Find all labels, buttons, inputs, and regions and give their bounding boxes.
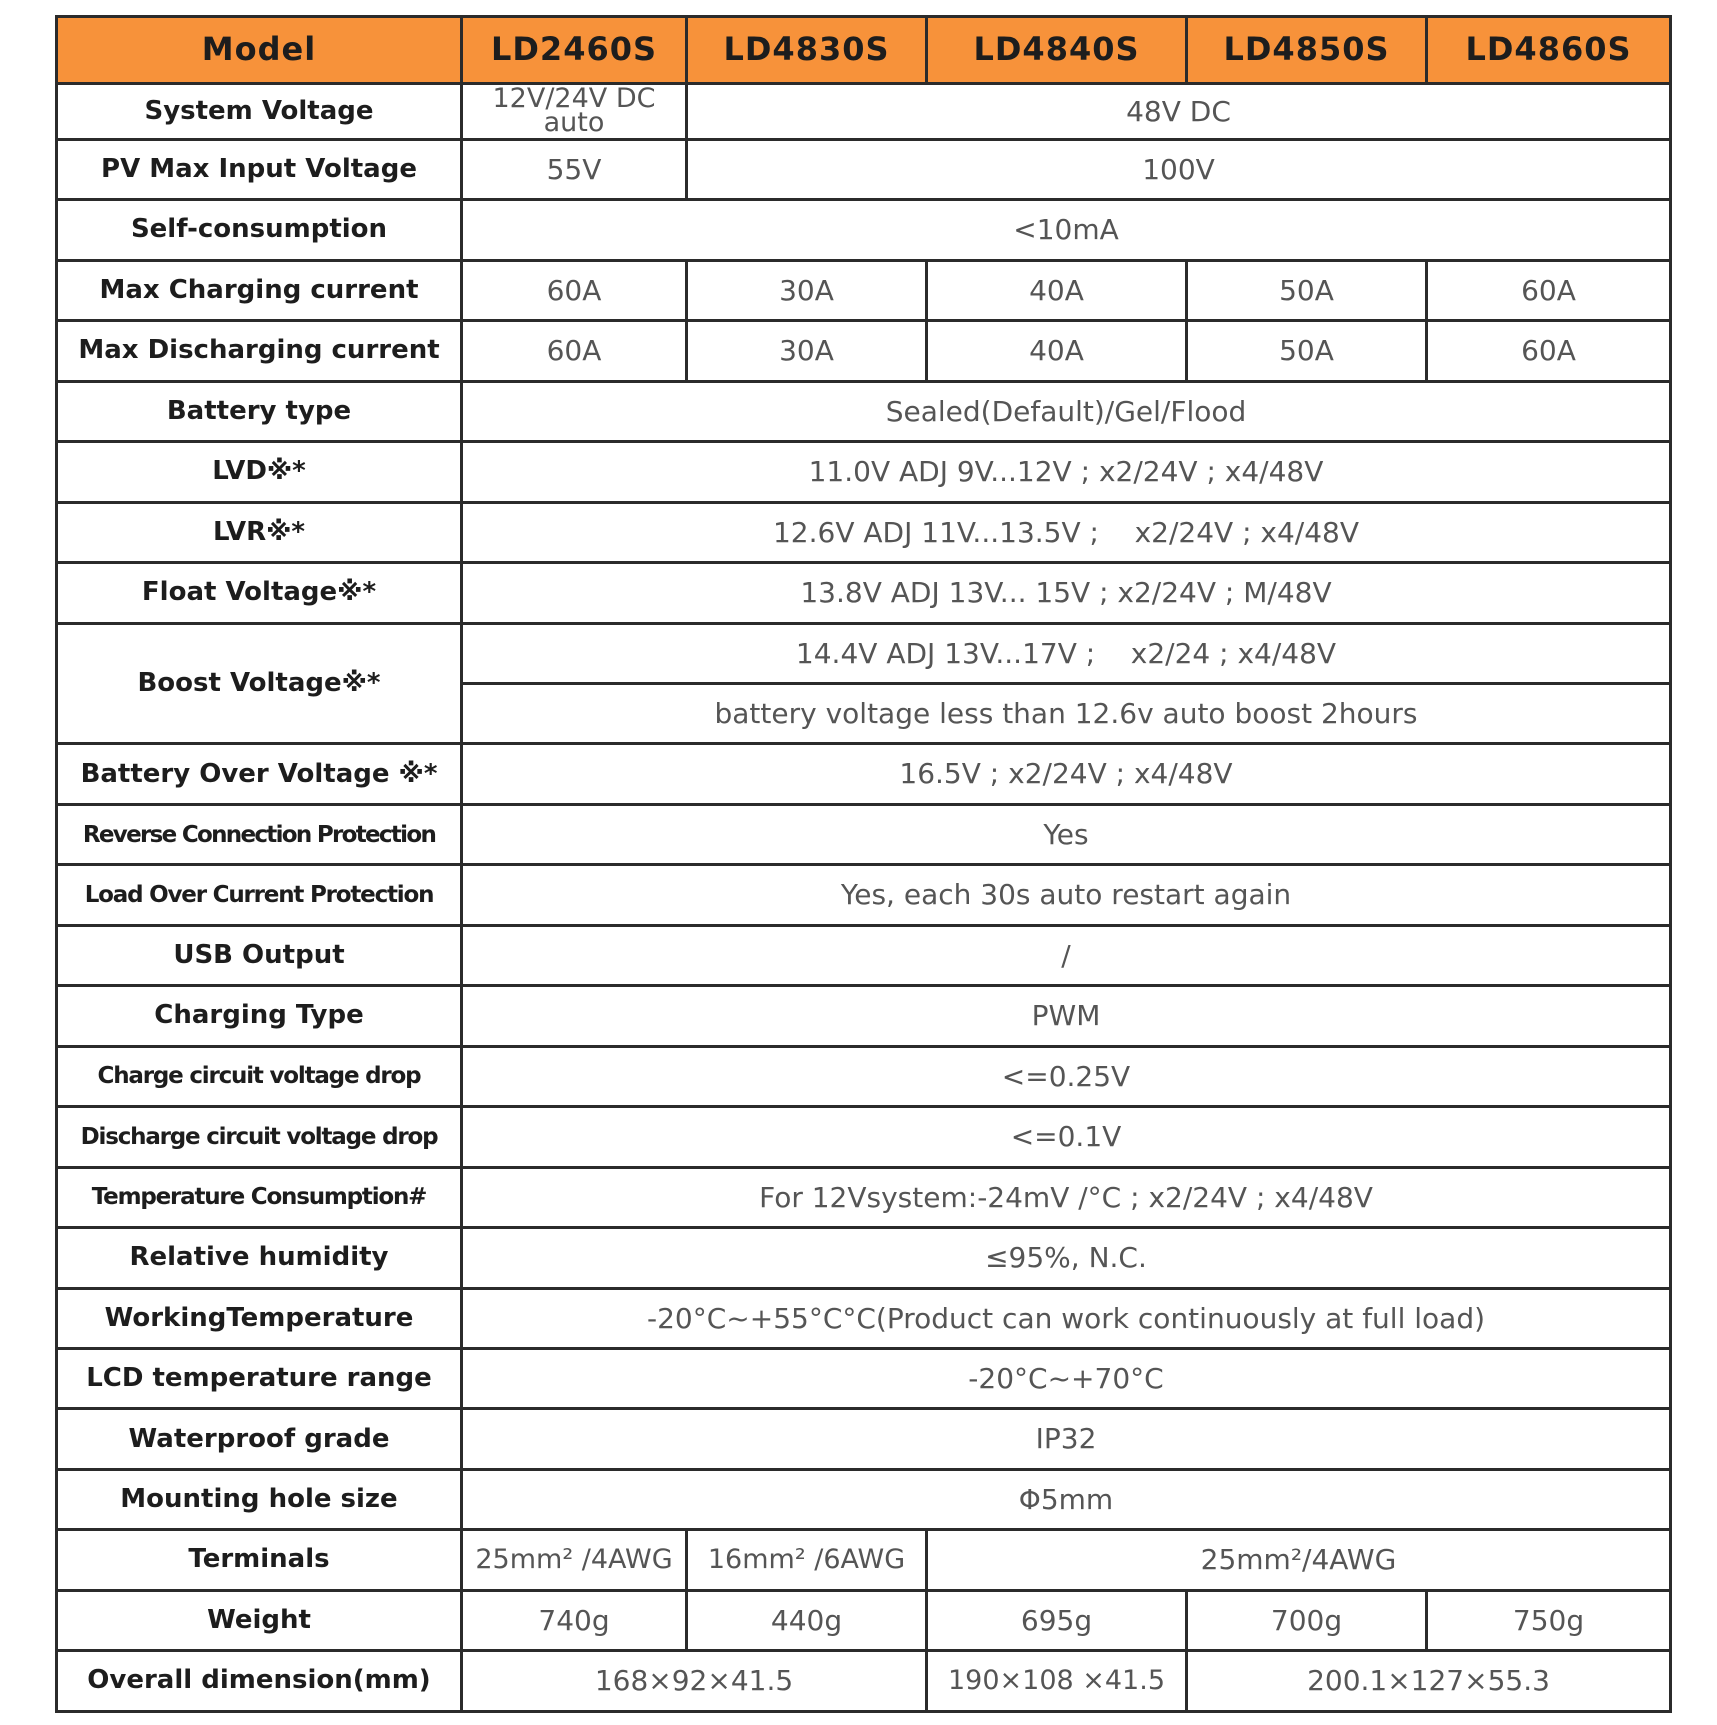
value-terminals-ld2460s: 25mm² /4AWG xyxy=(462,1530,687,1590)
row-charge-drop xyxy=(57,1046,1671,1106)
header-model: Model xyxy=(57,17,462,84)
value-system-voltage-ld2460s: 12V/24V DC auto xyxy=(462,83,687,139)
header-row xyxy=(57,17,1671,84)
value-lcd-temp: -20°C~+70°C xyxy=(462,1348,1671,1408)
row-working-temp xyxy=(57,1288,1671,1348)
row-boost-voltage xyxy=(57,623,1671,683)
row-dimension xyxy=(57,1651,1671,1712)
header-ld4830s: LD4830S xyxy=(687,17,927,84)
label-lvr: LVR※* xyxy=(57,502,462,562)
header-ld4840s: LD4840S xyxy=(927,17,1187,84)
label-lcd-temp: LCD temperature range xyxy=(57,1348,462,1408)
label-pv-max-input: PV Max Input Voltage xyxy=(57,139,462,199)
value-weight-ld2460s: 740g xyxy=(462,1590,687,1650)
value-working-temp: -20°C~+55°C°C(Product can work continuously at full load) xyxy=(462,1288,1671,1348)
value-discharge-drop: <=0.1V xyxy=(462,1107,1671,1167)
row-battery-type xyxy=(57,381,1671,441)
row-waterproof xyxy=(57,1409,1671,1469)
value-usb-output: / xyxy=(462,925,1671,985)
label-max-charging: Max Charging current xyxy=(57,260,462,320)
label-weight: Weight xyxy=(57,1590,462,1650)
value-dimension-large: 200.1×127×55.3 xyxy=(1187,1651,1671,1712)
value-charge-drop: <=0.25V xyxy=(462,1046,1671,1106)
row-usb-output xyxy=(57,925,1671,985)
row-lvr xyxy=(57,502,1671,562)
value-max-discharging-ld4830s: 30A xyxy=(687,321,927,381)
row-max-discharging xyxy=(57,321,1671,381)
label-lvd: LVD※* xyxy=(57,442,462,502)
value-mounting-hole: Φ5mm xyxy=(462,1469,1671,1529)
value-boost-note: battery voltage less than 12.6v auto boost 2hours xyxy=(462,684,1671,744)
label-system-voltage: System Voltage xyxy=(57,83,462,139)
value-battery-over-voltage: 16.5V ; x2/24V ; x4/48V xyxy=(462,744,1671,804)
label-usb-output: USB Output xyxy=(57,925,462,985)
row-lvd xyxy=(57,442,1671,502)
value-weight-ld4830s: 440g xyxy=(687,1590,927,1650)
row-charging-type xyxy=(57,986,1671,1046)
value-max-charging-ld4830s: 30A xyxy=(687,260,927,320)
value-lvd: 11.0V ADJ 9V...12V ; x2/24V ; x4/48V xyxy=(462,442,1671,502)
value-pv-max-input-ld2460s: 55V xyxy=(462,139,687,199)
value-max-discharging-ld4850s: 50A xyxy=(1187,321,1427,381)
value-battery-type: Sealed(Default)/Gel/Flood xyxy=(462,381,1671,441)
value-pv-max-input-others: 100V xyxy=(687,139,1671,199)
row-max-charging xyxy=(57,260,1671,320)
label-charge-drop: Charge circuit voltage drop xyxy=(57,1046,462,1106)
row-pv-max-input xyxy=(57,139,1671,199)
label-battery-over-voltage: Battery Over Voltage ※* xyxy=(57,744,462,804)
row-self-consumption xyxy=(57,200,1671,260)
label-charging-type: Charging Type xyxy=(57,986,462,1046)
value-max-charging-ld4840s: 40A xyxy=(927,260,1187,320)
value-terminals-others: 25mm²/4AWG xyxy=(927,1530,1671,1590)
header-ld2460s: LD2460S xyxy=(462,17,687,84)
value-self-consumption: <10mA xyxy=(462,200,1671,260)
label-dimension: Overall dimension(mm) xyxy=(57,1651,462,1712)
value-system-voltage-others: 48V DC xyxy=(687,83,1671,139)
value-weight-ld4860s: 750g xyxy=(1427,1590,1671,1650)
label-boost-voltage: Boost Voltage※* xyxy=(57,623,462,744)
value-max-discharging-ld2460s: 60A xyxy=(462,321,687,381)
label-waterproof: Waterproof grade xyxy=(57,1409,462,1469)
row-reverse-connection xyxy=(57,804,1671,864)
row-system-voltage xyxy=(57,83,1671,139)
value-max-charging-ld4850s: 50A xyxy=(1187,260,1427,320)
row-discharge-drop xyxy=(57,1107,1671,1167)
spec-table xyxy=(55,15,1672,1713)
row-humidity xyxy=(57,1228,1671,1288)
value-float-voltage: 13.8V ADJ 13V... 15V ; x2/24V ; M/48V xyxy=(462,563,1671,623)
value-terminals-ld4830s: 16mm² /6AWG xyxy=(687,1530,927,1590)
value-temp-consumption: For 12Vsystem:-24mV /°C ; x2/24V ; x4/48V xyxy=(462,1167,1671,1227)
label-working-temp: WorkingTemperature xyxy=(57,1288,462,1348)
row-battery-over-voltage xyxy=(57,744,1671,804)
value-weight-ld4850s: 700g xyxy=(1187,1590,1427,1650)
value-max-discharging-ld4860s: 60A xyxy=(1427,321,1671,381)
row-lcd-temp xyxy=(57,1348,1671,1408)
value-load-over-current: Yes, each 30s auto restart again xyxy=(462,865,1671,925)
label-temp-consumption: Temperature Consumption# xyxy=(57,1167,462,1227)
value-max-charging-ld4860s: 60A xyxy=(1427,260,1671,320)
row-load-over-current xyxy=(57,865,1671,925)
label-humidity: Relative humidity xyxy=(57,1228,462,1288)
value-max-discharging-ld4840s: 40A xyxy=(927,321,1187,381)
header-ld4850s: LD4850S xyxy=(1187,17,1427,84)
value-charging-type: PWM xyxy=(462,986,1671,1046)
label-load-over-current: Load Over Current Protection xyxy=(57,865,462,925)
row-terminals xyxy=(57,1530,1671,1590)
value-humidity: ≤95%, N.C. xyxy=(462,1228,1671,1288)
value-lvr: 12.6V ADJ 11V...13.5V ; x2/24V ; x4/48V xyxy=(462,502,1671,562)
row-float-voltage xyxy=(57,563,1671,623)
header-ld4860s: LD4860S xyxy=(1427,17,1671,84)
value-max-charging-ld2460s: 60A xyxy=(462,260,687,320)
row-mounting-hole xyxy=(57,1469,1671,1529)
row-temp-consumption xyxy=(57,1167,1671,1227)
row-weight xyxy=(57,1590,1671,1650)
label-reverse-connection: Reverse Connection Protection xyxy=(57,804,462,864)
label-max-discharging: Max Discharging current xyxy=(57,321,462,381)
label-self-consumption: Self-consumption xyxy=(57,200,462,260)
label-battery-type: Battery type xyxy=(57,381,462,441)
value-waterproof: IP32 xyxy=(462,1409,1671,1469)
label-float-voltage: Float Voltage※* xyxy=(57,563,462,623)
value-weight-ld4840s: 695g xyxy=(927,1590,1187,1650)
label-discharge-drop: Discharge circuit voltage drop xyxy=(57,1107,462,1167)
value-reverse-connection: Yes xyxy=(462,804,1671,864)
label-mounting-hole: Mounting hole size xyxy=(57,1469,462,1529)
value-boost-voltage: 14.4V ADJ 13V...17V ; x2/24 ; x4/48V xyxy=(462,623,1671,683)
label-terminals: Terminals xyxy=(57,1530,462,1590)
value-dimension-ld4840s: 190×108 ×41.5 xyxy=(927,1651,1187,1712)
value-dimension-small: 168×92×41.5 xyxy=(462,1651,927,1712)
